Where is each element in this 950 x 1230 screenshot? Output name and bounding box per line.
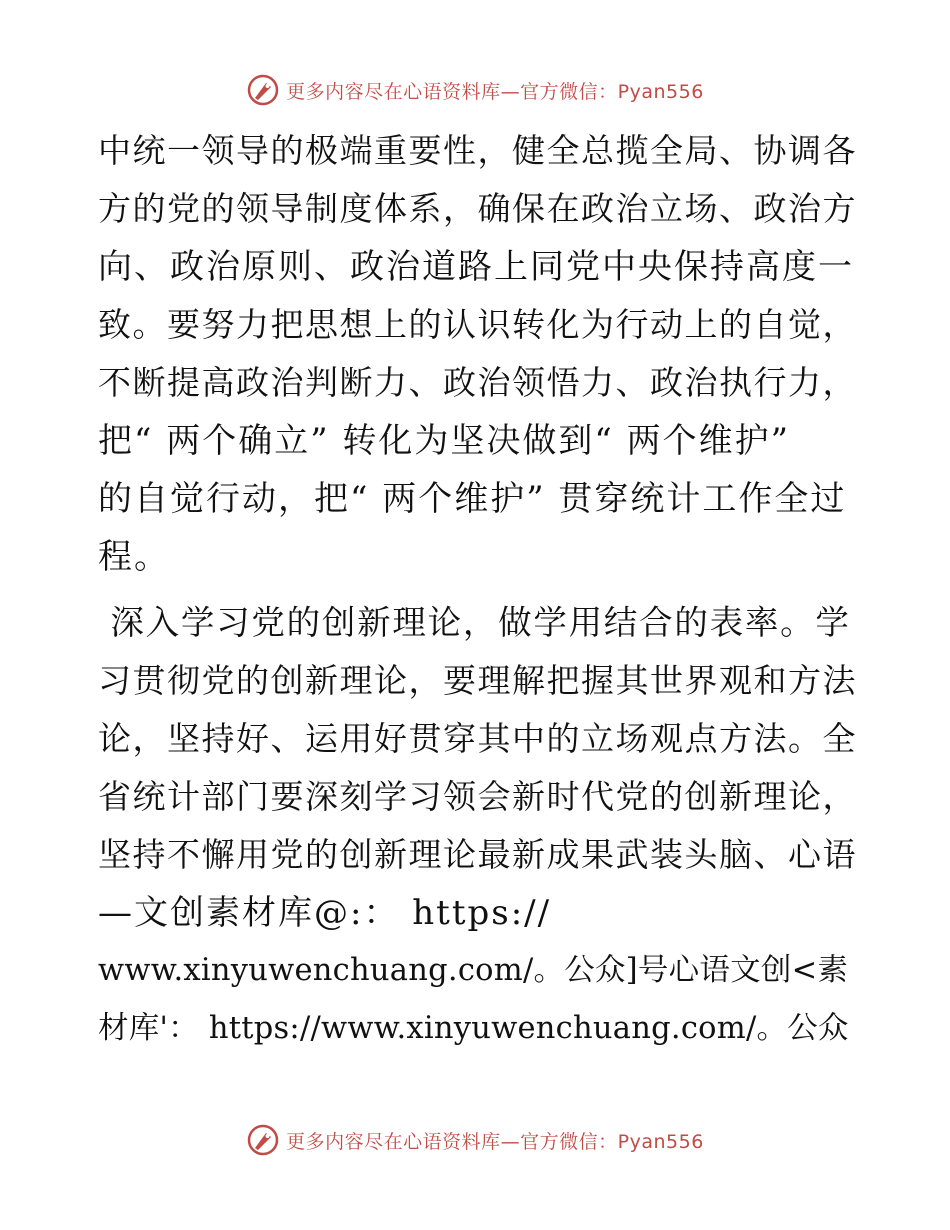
document-body	[98, 122, 858, 1058]
text-line: 中统一领导的极端重要性，健全总揽全局、协调各	[98, 131, 857, 170]
text-line: 论，坚持好、运用好贯穿其中的立场观点方法。全	[98, 719, 857, 758]
paragraph	[98, 122, 858, 586]
text-line: www.xinyuwenchuang.com/。公众]号心语文创<素	[98, 953, 849, 988]
text-line: 材库'： https://www.xinyuwenchuang.com/。公众	[98, 1011, 849, 1046]
text-line: —文创素材库@:： https://	[98, 893, 552, 933]
text-line: 向、政治原则、政治道路上同党中央保持高度一	[98, 247, 854, 287]
watermark-text: 更多内容尽在心语资料库—官方微信：Pyan556	[286, 1130, 704, 1153]
text-line: 方的党的领导制度体系，确保在政治立场、政治方	[98, 189, 857, 228]
header-watermark	[0, 70, 950, 110]
watermark-text: 更多内容尽在心语资料库—官方微信：Pyan556	[286, 80, 704, 103]
pen-nib-logo-icon	[246, 1123, 280, 1157]
text-line: 省统计部门要深刻学习领会新时代党的创新理论，	[98, 777, 857, 816]
text-line: 致。要努力把思想上的认识转化为行动上的自觉，	[98, 305, 857, 344]
text-line: 的自觉行动，把“ 两个维护” 贯穿统计工作全过	[98, 479, 847, 519]
text-line: 程。	[98, 537, 170, 577]
text-line: 不断提高政治判断力、政治领悟力、政治执行力，	[98, 363, 857, 402]
text-line: 坚持不懈用党的创新理论最新成果武装头脑、心语	[98, 835, 857, 874]
footer-watermark	[0, 1120, 950, 1160]
paragraph	[98, 594, 858, 1058]
paragraph-gap	[98, 586, 858, 594]
text-line: 把“ 两个确立” 转化为坚决做到“ 两个维护”	[98, 421, 790, 461]
text-line: 深入学习党的创新理论，做学用结合的表率。学	[98, 603, 851, 642]
text-line: 习贯彻党的创新理论，要理解把握其世界观和方法	[98, 661, 857, 700]
pen-nib-logo-icon	[246, 73, 280, 107]
